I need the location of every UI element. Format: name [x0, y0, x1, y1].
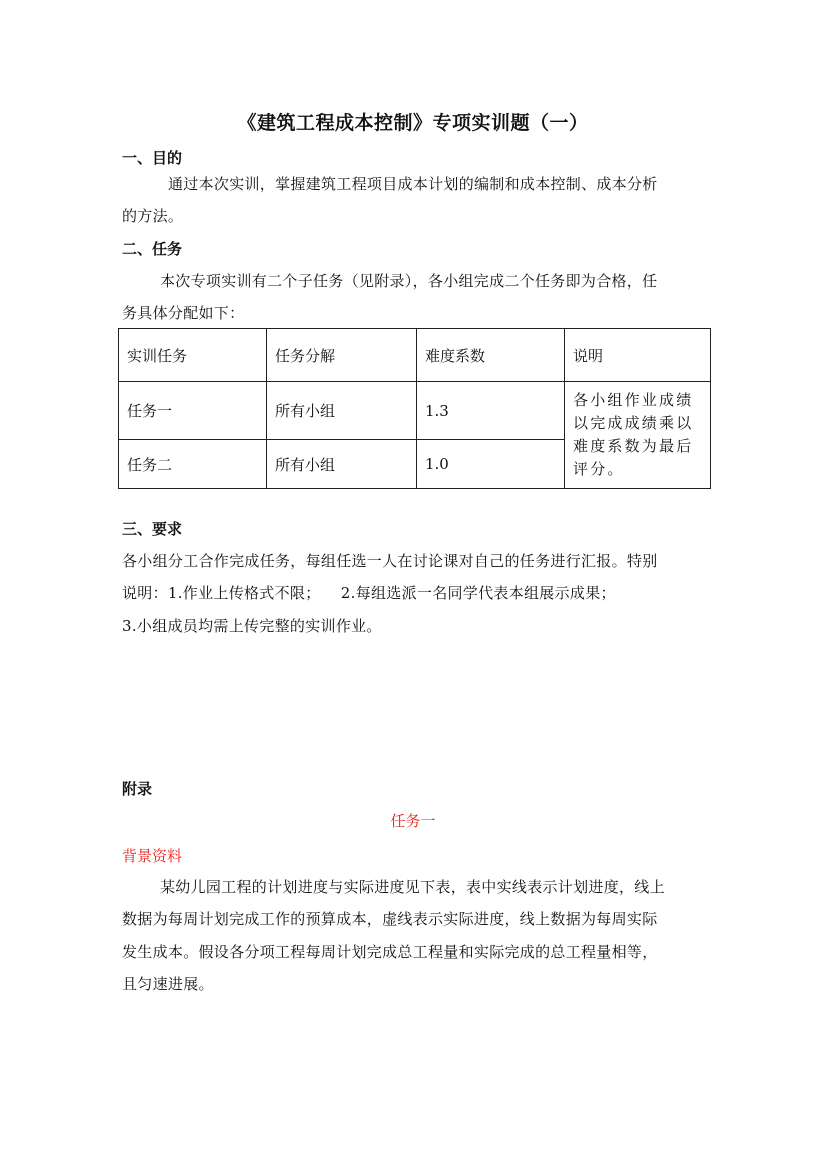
table-cell-task: 任务二	[119, 440, 267, 489]
purpose-text-line-1: 通过本次实训，掌握建筑工程项目成本计划的编制和成本控制、成本分析	[168, 175, 658, 193]
table-cell-split: 所有小组	[267, 440, 417, 489]
table-cell-split: 所有小组	[267, 382, 417, 440]
requirements-text-line-2: 说明：1.作业上传格式不限； 2.每组选派一名同学代表本组展示成果；	[122, 584, 616, 602]
table-cell-note: 各小组作业成绩以完成成绩乘以难度系数为最后评分。	[565, 382, 711, 489]
table-cell-coef: 1.3	[417, 382, 565, 440]
table-header-cell: 难度系数	[417, 329, 565, 382]
requirements-text-line-3: 3.小组成员均需上传完整的实训作业。	[122, 617, 382, 635]
table-row	[119, 382, 711, 440]
section-heading-purpose: 一、目的	[122, 149, 183, 167]
task-text-line-2: 务具体分配如下：	[122, 304, 245, 322]
background-text-line-4: 且匀速进展。	[122, 975, 214, 993]
appendix-label: 附录	[122, 780, 153, 798]
table-cell-coef: 1.0	[417, 440, 565, 489]
table-header-cell: 说明	[565, 329, 711, 382]
purpose-text-line-2: 的方法。	[122, 207, 184, 225]
background-heading: 背景资料	[122, 847, 183, 865]
background-text-line-3: 发生成本。假设各分项工程每周计划完成总工程量和实际完成的总工程量相等，	[122, 943, 658, 961]
table-header-cell: 任务分解	[267, 329, 417, 382]
task-text-line-1: 本次专项实训有二个子任务（见附录），各小组完成二个任务即为合格，任	[160, 272, 658, 290]
table-header-row	[119, 329, 711, 382]
table-cell-task: 任务一	[119, 382, 267, 440]
background-text-line-2: 数据为每周计划完成工作的预算成本，虚线表示实际进度，线上数据为每周实际	[122, 910, 658, 928]
table-header-cell: 实训任务	[119, 329, 267, 382]
appendix-task-title: 任务一	[390, 812, 436, 830]
section-heading-task: 二、任务	[122, 240, 183, 258]
task-allocation-table	[118, 328, 711, 489]
section-heading-requirements: 三、要求	[122, 520, 183, 538]
background-text-line-1: 某幼儿园工程的计划进度与实际进度见下表，表中实线表示计划进度，线上	[160, 878, 665, 896]
document-title: 《建筑工程成本控制》专项实训题（一）	[237, 112, 589, 134]
requirements-text-line-1: 各小组分工合作完成任务，每组任选一人在讨论课对自己的任务进行汇报。特别	[122, 552, 658, 570]
